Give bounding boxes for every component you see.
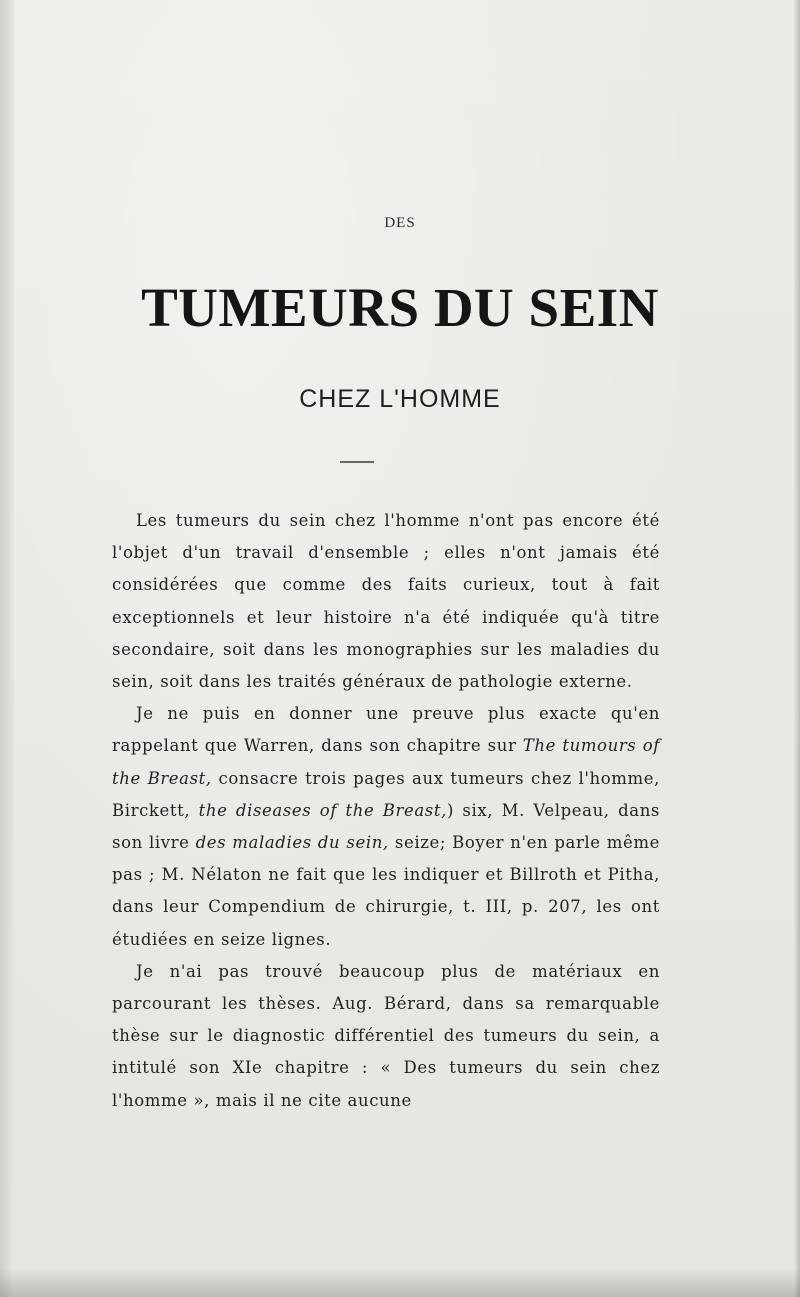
title-divider bbox=[340, 461, 374, 463]
page-left-shadow bbox=[0, 0, 14, 1297]
paragraph-2-italic1: The tumours of the Breast, bbox=[112, 736, 660, 788]
body-text bbox=[112, 505, 660, 1117]
page-right-shadow bbox=[794, 0, 800, 1297]
paragraph-3-text: Je n'ai pas trouvé beaucoup plus de matériaux en parcourant les thèses. Aug. Bérard, dans sa remarquable thèse sur le diagnostic différentiel des tumeurs du sein, a intitulé son XIe chapitre : « Des tumeurs du sein chez l'homme », mais il ne cite aucune bbox=[112, 961, 660, 1110]
paragraph-2-italic3: des maladies du sein, bbox=[195, 833, 389, 853]
paragraph-3 bbox=[112, 956, 660, 1117]
paragraph-2-italic2: the diseases of the Breast, bbox=[198, 800, 447, 820]
paragraph-2 bbox=[112, 698, 660, 956]
page-subtitle: CHEZ L'HOMME bbox=[299, 385, 501, 413]
paragraph-2-seg1: Je ne puis en donner une preuve plus exacte qu'en rappelant que Warren, dans son chapitre sur bbox=[112, 704, 660, 756]
page-title: TUMEURS DU SEIN bbox=[141, 277, 659, 338]
paragraph-2-seg2: consacre trois pages aux tumeurs chez l'homme, Birckett, bbox=[112, 768, 660, 820]
page-bottom-shadow bbox=[0, 1269, 800, 1297]
header-small-title: DES bbox=[384, 215, 416, 231]
paragraph-1-text: Les tumeurs du sein chez l'homme n'ont pas encore été l'objet d'un travail d'ensemble ; elles n'ont jamais été considérées que comme des faits curieux, tout à fait exceptionnels et leur histoire n'a été indiquée qu'à titre secondaire, soit dans les monographies sur les maladies du sein, soit dans les traités généraux de pathologie externe. bbox=[112, 511, 660, 692]
paragraph-1 bbox=[112, 505, 660, 698]
paragraph-2-seg3: ) six, M. Velpeau, dans son livre bbox=[112, 800, 660, 853]
paragraph-2-seg4: seize; Boyer n'en parle même pas ; M. Nélaton ne fait que les indiquer et Billroth et Pitha, dans leur Compendium de chirurgie, t. III, p. 207, les ont étudiées en seize lignes. bbox=[112, 833, 661, 949]
